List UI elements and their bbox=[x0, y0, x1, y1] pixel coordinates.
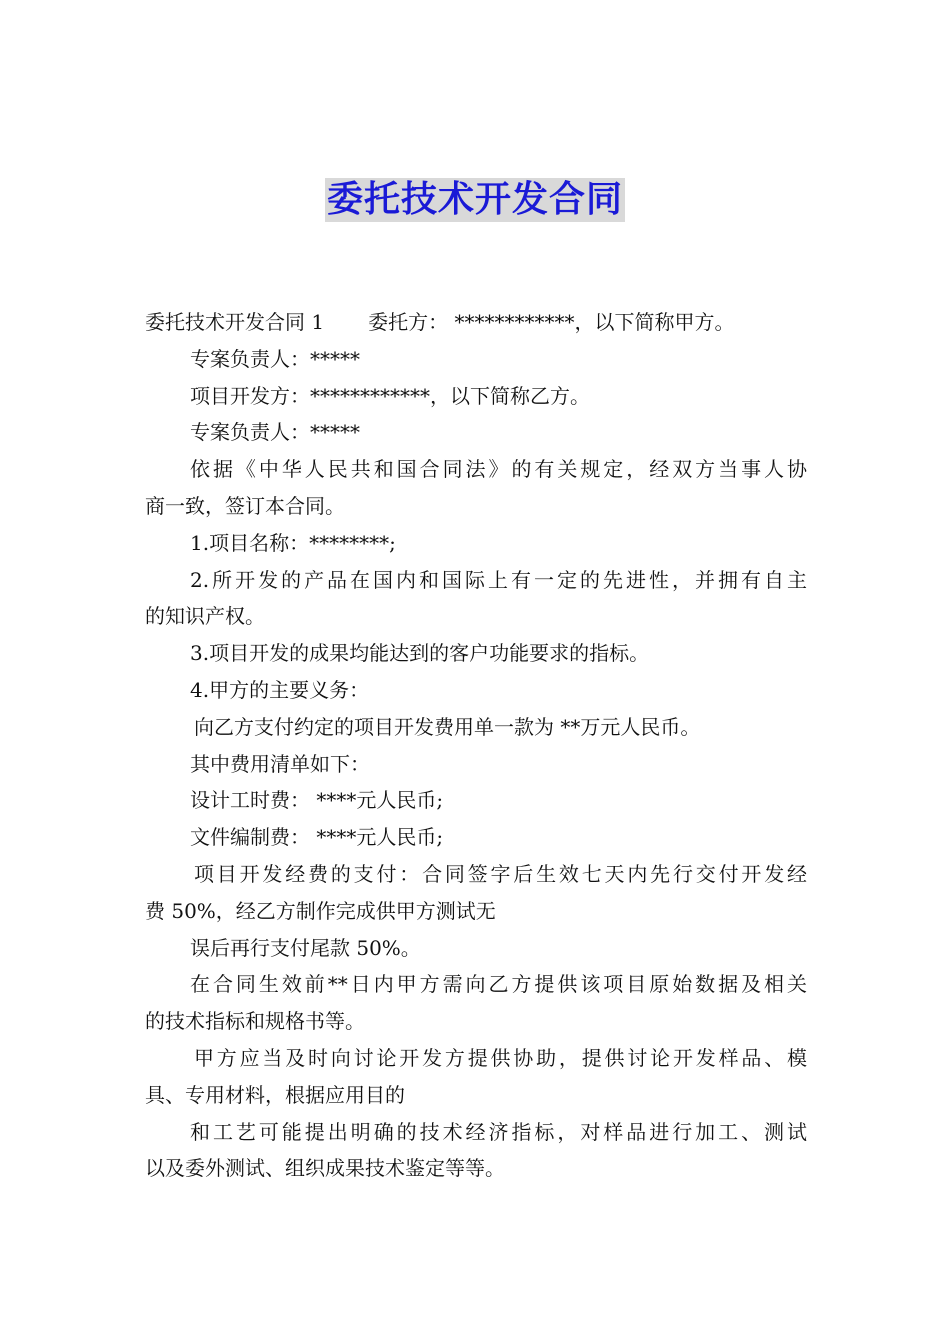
first-line bbox=[145, 304, 807, 341]
client-manager: 专案负责人：***** bbox=[190, 346, 360, 371]
client-party: 委托方： ************，以下简称甲方。 bbox=[368, 310, 735, 334]
paragraph-line: 具、专用材料，根据应用目的 bbox=[145, 1082, 405, 1107]
document-body bbox=[145, 304, 807, 1187]
fee-design-hours: 设计工时费： ****元人民币; bbox=[190, 788, 444, 813]
paragraph-line: 的技术指标和规格书等。 bbox=[145, 1009, 365, 1034]
paragraph-line: 在合同生效前**日内甲方需向乙方提供该项目原始数据及相关 bbox=[190, 972, 807, 997]
paragraph-line: 甲方应当及时向讨论开发方提供协助，提供讨论开发样品、模 bbox=[194, 1045, 807, 1070]
paragraph-line: 误后再行支付尾款 50%。 bbox=[190, 935, 421, 960]
developer-manager: 专案负责人：***** bbox=[190, 420, 360, 445]
paragraph-line: 和工艺可能提出明确的技术经济指标，对样品进行加工、测试 bbox=[190, 1119, 807, 1144]
paragraph-line: 费 50%，经乙方制作完成供甲方测试无 bbox=[145, 898, 496, 923]
developer-party: 项目开发方：************，以下简称乙方。 bbox=[190, 383, 590, 408]
document-title: 委托技术开发合同 bbox=[326, 179, 623, 220]
payment-amount: 向乙方支付约定的项目开发费用单一款为 **万元人民币。 bbox=[194, 714, 701, 739]
item-project-name: 1.项目名称：********; bbox=[190, 530, 396, 555]
title-container bbox=[0, 178, 950, 222]
paragraph-line: 项目开发经费的支付：合同签字后生效七天内先行交付开发经 bbox=[194, 861, 807, 886]
item-advanced: 2.所开发的产品在国内和国际上有一定的先进性，并拥有自主 bbox=[190, 567, 807, 592]
paragraph-line: 以及委外测试、组织成果技术鉴定等等。 bbox=[145, 1156, 505, 1181]
paragraph-line: 依据《中华人民共和国合同法》的有关规定，经双方当事人协 bbox=[190, 457, 807, 482]
paragraph-line: 的知识产权。 bbox=[145, 604, 265, 629]
fee-documentation: 文件编制费： ****元人民币; bbox=[190, 825, 444, 850]
item-requirements: 3.项目开发的成果均能达到的客户功能要求的指标。 bbox=[190, 641, 650, 666]
heading-reference: 委托技术开发合同 1 bbox=[145, 310, 325, 334]
item-obligations: 4.甲方的主要义务： bbox=[190, 677, 370, 702]
fee-list-heading: 其中费用清单如下： bbox=[190, 751, 370, 776]
paragraph-line: 商一致，签订本合同。 bbox=[145, 493, 345, 518]
